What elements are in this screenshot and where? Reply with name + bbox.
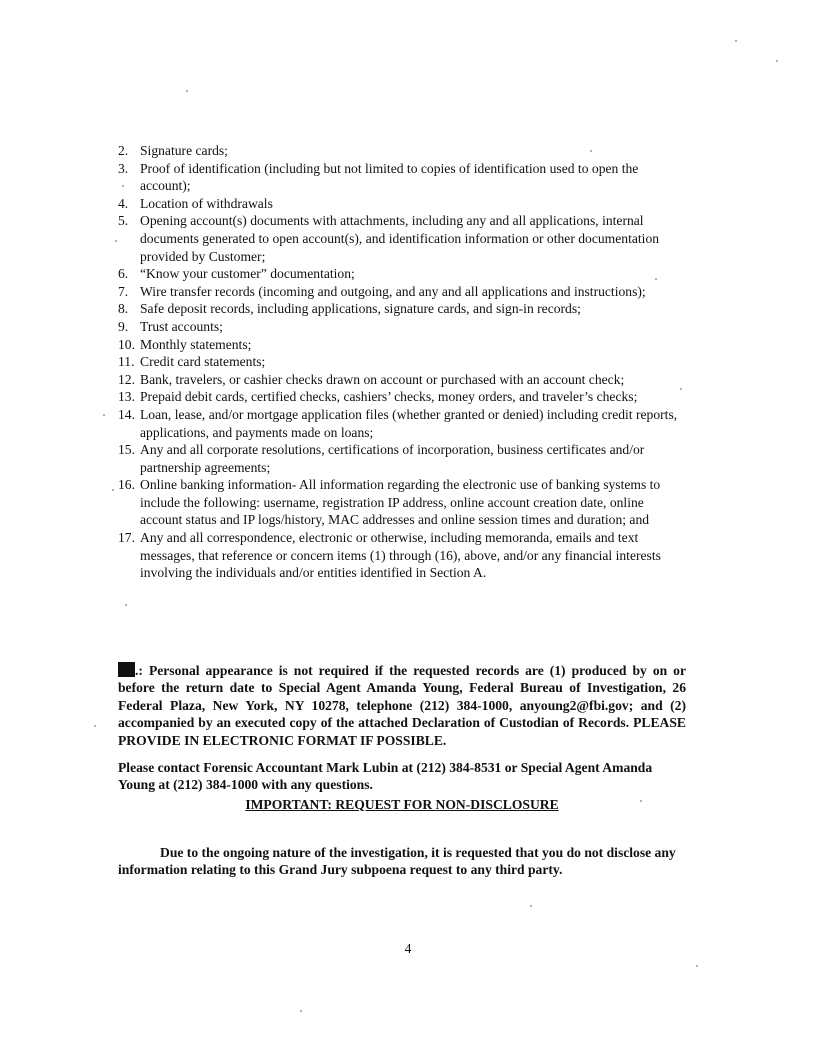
contact-paragraph: Please contact Forensic Accountant Mark Lubin at (212) 384-8531 or Special Agent Amanda Young at (212) 384-1000 with any questions. [118,759,653,793]
scan-speck [590,150,592,152]
list-item-text: Trust accounts; [140,318,223,334]
list-item [118,160,688,195]
records-list [118,142,688,582]
non-disclosure-text: Due to the ongoing nature of the investigation, it is requested that you do not disclose any information relating to this Grand Jury subpoena request to any third party. [118,844,676,878]
list-item-text: Bank, travelers, or cashier checks drawn on account or purchased with an account check; [140,371,625,387]
list-item [118,195,688,213]
list-item-text: Any and all correspondence, electronic or otherwise, including memoranda, emails and text messages, that reference or concern items (1) through (16), above, and/or any financial interests involving the individuals and/or entities identified in Section A. [140,530,661,581]
notice-prefix: .: [135,662,149,678]
list-item-text: Credit card statements; [140,354,266,370]
scan-speck [115,240,117,242]
list-item-number: 14. [118,406,135,422]
list-item-number: 5. [118,213,129,229]
non-disclosure-heading: IMPORTANT: REQUEST FOR NON-DISCLOSURE [245,797,559,812]
list-item-text: Wire transfer records (incoming and outgoing, and any and all applications and instructions); [140,283,646,299]
scan-speck [735,40,737,42]
list-item-number: 16. [118,477,135,493]
list-item [118,318,688,336]
scan-speck [122,185,124,187]
list-item [118,283,688,301]
list-item-number: 11. [118,354,135,370]
redaction-block [118,662,135,677]
scan-speck [640,800,642,802]
list-item [118,142,688,160]
scan-speck [655,278,657,280]
scan-speck [94,725,96,727]
list-item [118,265,688,283]
list-item-text: Opening account(s) documents with attachments, including any and all applications, internal documents generated to open account(s), and identification information or other documentation provided by Customer; [140,213,660,264]
list-item [118,353,688,371]
list-item-text: Proof of identification (including but not limited to copies of identification used to open the account); [140,160,639,194]
list-item-number: 15. [118,442,135,458]
list-item-text: “Know your customer” documentation; [140,266,355,282]
list-item [118,529,688,582]
list-item-number: 17. [118,530,135,546]
list-item [118,371,688,389]
list-item-text: Safe deposit records, including applications, signature cards, and sign-in records; [140,301,581,317]
list-item-number: 2. [118,143,129,158]
scan-speck [300,1010,302,1012]
notice-text: Personal appearance is not required if the requested records are (1) produced by on or before the return date to Special Agent Amanda Young, Federal Bureau of Investigation, 26 Federal Plaza, New York, NY 10278, telephone (212) 384-1000, anyoung2@fbi.gov; and (2) accompanied by an executed copy of the attached Declaration of Custodian of Records. PLEASE PROVIDE IN ELECTRONIC FORMAT IF POSSIBLE. [118,662,687,748]
list-item [118,441,688,476]
list-item-number: 4. [118,195,129,211]
list-item [118,212,688,265]
scan-speck [125,604,127,606]
list-item-number: 9. [118,318,129,334]
list-item-text: Online banking information- All information regarding the electronic use of banking systems to include the following: username, registration IP address, online account creation date, online account status and IP logs/history, MAC addresses and online session times and duration; and [140,477,661,528]
list-item [118,406,688,441]
list-item [118,300,688,318]
list-item-number: 3. [118,160,129,176]
scan-speck [103,414,105,416]
list-item-number: 6. [118,266,129,282]
scan-speck [696,965,698,967]
list-item-text: Location of withdrawals [140,195,273,211]
list-item-text: Any and all corporate resolutions, certifications of incorporation, business certificates and/or partnership agreements; [140,442,645,475]
list-item-number: 10. [118,336,135,352]
personal-appearance-notice [118,662,686,750]
list-item [118,388,688,406]
list-item-number: 12. [118,371,135,387]
scan-speck [680,388,682,390]
scan-speck [112,489,114,491]
list-item [118,476,688,529]
list-item [118,336,688,354]
list-item-number: 13. [118,389,135,405]
scan-speck [186,90,188,92]
list-item-text: Signature cards; [140,143,228,158]
scan-speck [530,905,532,907]
scan-speck [776,60,778,62]
page-number: 4 [404,941,412,956]
list-item-text: Prepaid debit cards, certified checks, cashiers’ checks, money orders, and traveler’s checks; [140,389,638,405]
list-item-text: Monthly statements; [140,336,252,352]
list-item-text: Loan, lease, and/or mortgage application files (whether granted or denied) including credit reports, applications, and payments made on loans; [140,406,678,440]
list-item-number: 8. [118,301,129,317]
list-item-number: 7. [118,283,129,299]
